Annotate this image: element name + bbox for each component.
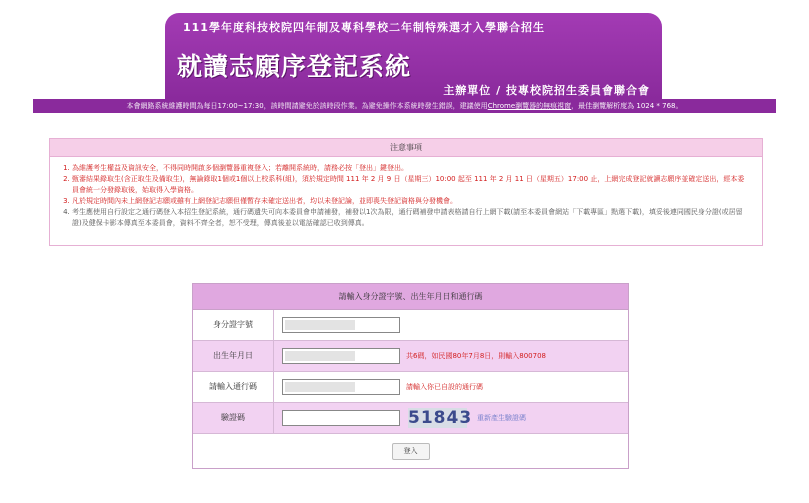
notes-list: [50, 163, 762, 229]
notes-heading: 注意事項: [50, 139, 762, 157]
password-row: [193, 372, 628, 403]
organizer-label: 主辦單位 / 技專校院招生委員會聯合會: [443, 84, 650, 97]
refresh-captcha-link[interactable]: 重新產生驗證碼: [477, 414, 526, 422]
note-item: 2. 甄審結果錄取生(含正取生及備取生)，無論錄取1個或1個以上校系科(組)，須於規定時間 111 年 2 月 9 日（星期三）10:00 起至 111 年 2 月 11 日（星期五）17:00 止，上網完成登記就讀志願序並確定送出，經本委員會統一分發錄取後，始取得入學資格。: [72, 174, 750, 196]
notice-text-after: ，最佳瀏覽解析度為 1024 * 768。: [571, 102, 683, 110]
birth-label: 出生年月日: [193, 341, 274, 371]
login-form: [192, 283, 629, 469]
birth-hint: 共6碼，如民國80年7月8日，則輸入800708: [406, 352, 546, 360]
notice-text-before: 本會網路系統維護時間為每日17:00~17:30，該時間請避免於該時段作業。為避免操作本系統時發生錯誤，建議使用: [126, 102, 488, 110]
maintenance-notice-bar: [33, 99, 776, 113]
password-hint: 請輸入你已自設的通行碼: [406, 383, 483, 391]
captcha-label: 驗證碼: [193, 403, 274, 433]
chrome-incognito-link[interactable]: Chrome瀏覽器的無痕視窗: [487, 102, 572, 110]
id-row: [193, 310, 628, 341]
login-button[interactable]: 登入: [392, 443, 430, 460]
id-number-input[interactable]: [282, 317, 400, 333]
header-subtitle: 111學年度科技校院四年制及專科學校二年制特殊選才入學聯合招生: [183, 21, 545, 34]
password-input[interactable]: [282, 379, 400, 395]
password-label: 請輸入通行碼: [193, 372, 274, 402]
header-banner: [165, 13, 662, 99]
submit-row: [193, 434, 628, 469]
captcha-row: [193, 403, 628, 434]
page-title: 就讀志願序登記系統: [177, 52, 412, 81]
note-item: 3. 凡於規定時間內未上網登記志願或雖有上網登記志願但僅暫存未確定送出者，均以未登記論，並即喪失登記資格與分發機會。: [72, 196, 750, 207]
note-item: 4. 考生應使用自行設定之通行碼登入本招生登記系統，通行碼遺失可向本委員會申請補發，補發以1次為限，通行碼補發申請表格請自行上網下載(請至本委員會網站「下載專區」點選下載)，填妥後連同國民身分證(或居留證)及健保卡影本傳真至本委員會，資料不齊全者，恕不受理，傳真後並以電話確認已收到傳真。: [72, 207, 750, 229]
form-heading: 請輸入身分證字號、出生年月日和通行碼: [193, 284, 628, 310]
captcha-input[interactable]: [282, 410, 400, 426]
captcha-image: 51843: [408, 408, 473, 428]
note-item: 1. 為維護考生權益及資訊安全，不得同時開啟多個瀏覽器重複登入；若離開系統時，請務必按「登出」鍵登出。: [72, 163, 750, 174]
notes-panel: [49, 138, 763, 246]
birth-row: [193, 341, 628, 372]
id-label: 身分證字號: [193, 310, 274, 340]
birthdate-input[interactable]: [282, 348, 400, 364]
